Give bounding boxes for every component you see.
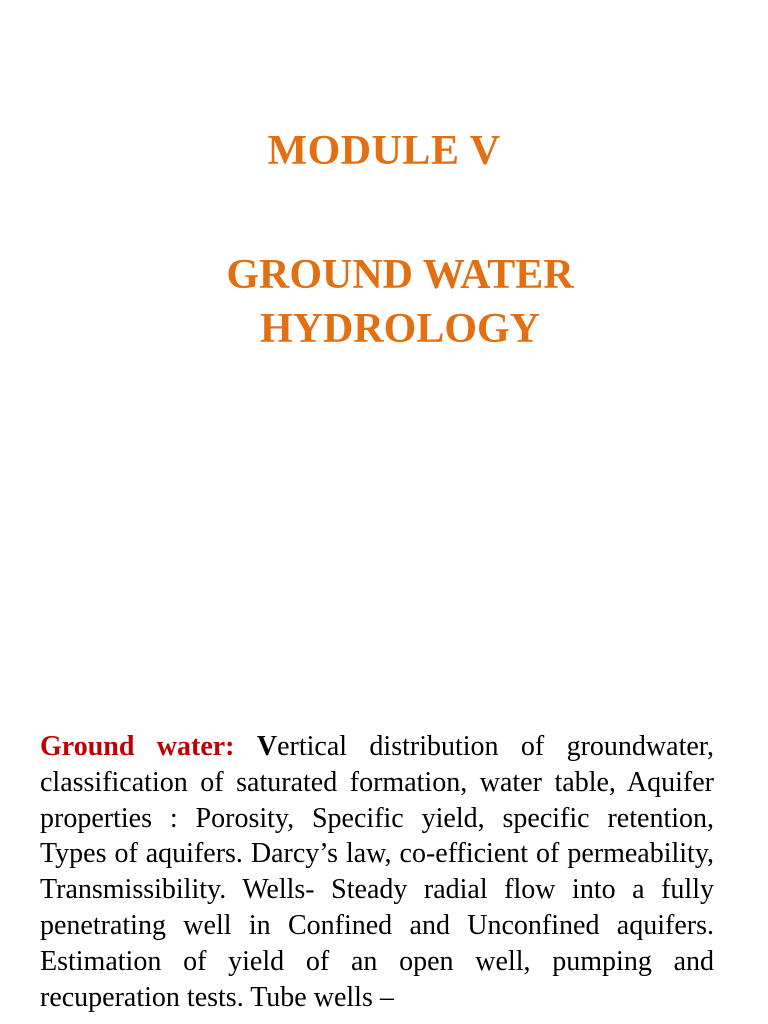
syllabus-body: ertical distribution of groundwater, classification of saturated formation, water table, Aquifer properties : Porosity, Specific yield, specific retention, Types of aquifers. Darcy’s law, co-efficient of permeability, Transmissibility. Wells- Steady radial flow into a fully penetrating well in Confined and Unconfined aquifers. Estimation of yield of an open well, pumping and recuperation tests. Tube wells – (40, 731, 714, 1013)
module-subtitle-line-2: HYDROLOGY (259, 306, 540, 352)
module-subtitle (200, 248, 600, 356)
module-subtitle-line-1: GROUND WATER (226, 252, 574, 298)
syllabus-first-letter: V (256, 731, 278, 762)
syllabus-paragraph (40, 729, 714, 1015)
module-title: MODULE V (267, 128, 501, 174)
syllabus-label: Ground water: (40, 731, 235, 762)
